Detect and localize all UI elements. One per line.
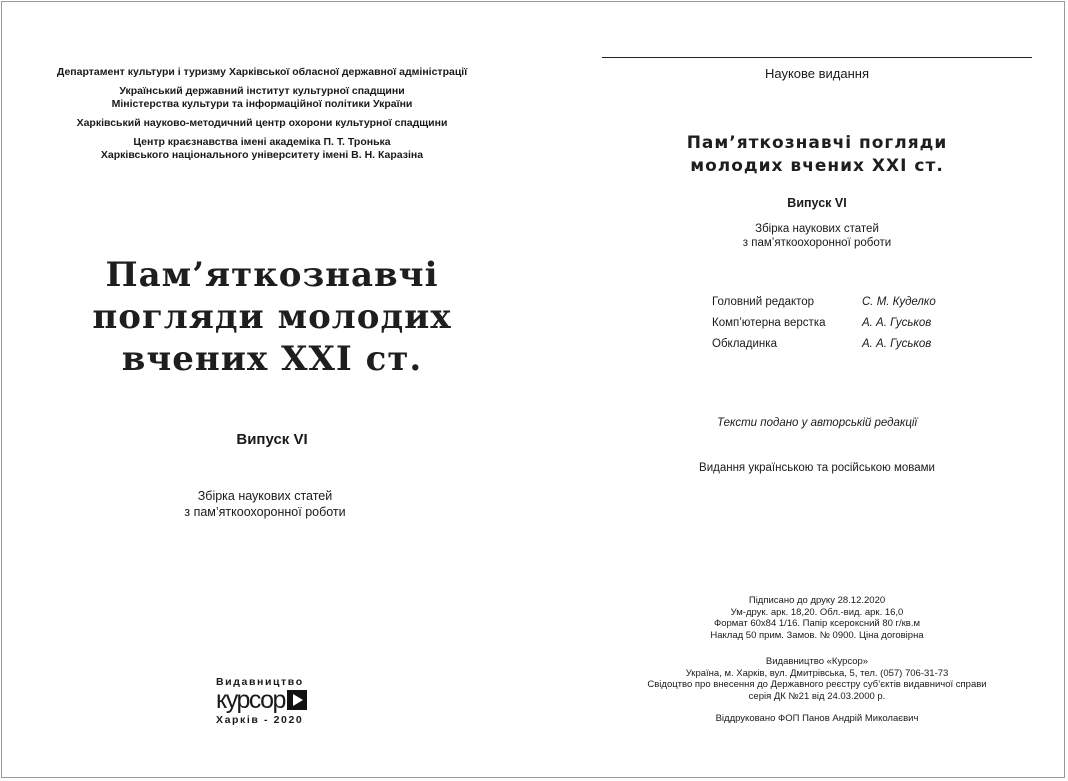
credit-role: Обкладинка (712, 338, 777, 350)
title-line: Пам’яткознавчі погляди (686, 133, 948, 153)
org-line: Український державний інститут культурної спадщини (119, 85, 405, 97)
org-line: Харківський науково-методичний центр охорони культурної спадщини (76, 117, 448, 129)
credit-role: Комп’ютерна верстка (712, 317, 826, 329)
credit-name: А. А. Гуськов (862, 317, 932, 329)
logo-bottom-text: Харків - 2020 (216, 714, 304, 726)
subtitle-line: Збірка наукових статей (755, 223, 879, 235)
publisher-info (602, 656, 1032, 702)
title-page-title (602, 132, 1032, 178)
book-spread (1, 1, 1065, 778)
org-line: Міністерства культури та інформаційної політики України (111, 98, 413, 110)
cover-title (62, 254, 482, 380)
cover-subtitle-line: з пам’яткоохоронної роботи (184, 505, 346, 519)
credit-row (712, 338, 936, 359)
logo-brand-row (216, 687, 316, 713)
print-info-line: Наклад 50 прим. Замов. № 0900. Ціна договірна (710, 629, 924, 641)
print-info-line: Підписано до друку 28.12.2020 (748, 595, 886, 606)
top-rule (602, 57, 1032, 58)
publisher-info-line: Україна, м. Харків, вул. Дмитрівська, 5, тел. (057) 706-31-73 (685, 667, 949, 679)
org-line: Центр краєзнавства імені академіка П. Т. Тронька (133, 136, 391, 148)
cover-title-line: вчених ХХІ ст. (121, 339, 423, 379)
cover-title-line: Пам’яткознавчі (105, 255, 439, 295)
org-group (2, 117, 522, 130)
credit-name: С. М. Куделко (862, 296, 936, 308)
languages-note: Видання українською та російською мовами (699, 462, 935, 474)
play-arrow-icon (287, 690, 307, 710)
credit-role: Головний редактор (712, 296, 815, 308)
subtitle-line: з пам’яткоохоронної роботи (742, 237, 892, 249)
org-line: Харківського національного університету імені В. Н. Каразіна (100, 149, 424, 161)
title-line: молодих вчених ХХІ ст. (690, 156, 944, 176)
cover-subtitle-line: Збірка наукових статей (197, 489, 333, 503)
logo-top-text: Видавництво (216, 676, 304, 688)
publisher-logo (216, 676, 316, 726)
cover-title-line: погляди молодих (92, 297, 452, 337)
credits-block (712, 296, 936, 359)
org-line: Департамент культури і туризму Харківської обласної державної адміністрації (56, 66, 468, 78)
credit-row (712, 296, 936, 317)
print-info-line: Формат 60х84 1/16. Папір ксероксний 80 г/кв.м (713, 618, 921, 630)
publisher-info-line: Свідоцтво про внесення до Державного реєстру суб’єктів видавничої справи (647, 679, 987, 691)
org-group (2, 136, 522, 162)
series-label: Наукове видання (764, 66, 870, 81)
print-info (602, 595, 1032, 641)
publisher-info-line: Видавництво «Курсор» (765, 656, 869, 667)
cover-subtitle (2, 488, 528, 520)
title-page-issue: Випуск VI (787, 196, 847, 210)
print-info-line: Ум-друк. арк. 18,20. Обл.-вид. арк. 16,0 (730, 606, 904, 618)
cover-issue: Випуск VI (236, 431, 308, 448)
credit-row (712, 317, 936, 338)
publisher-info-line: серія ДК №21 від 24.03.2000 р. (748, 690, 886, 702)
logo-brand-text: курсор (216, 686, 285, 714)
org-group (2, 85, 522, 111)
org-group (2, 66, 522, 79)
editorial-note: Тексти подано у авторській редакції (716, 417, 917, 429)
title-page-subtitle (602, 222, 1032, 250)
credit-name: А. А. Гуськов (862, 338, 932, 350)
organizations-block (2, 66, 522, 168)
printed-by: Віддруковано ФОП Панов Андрій Миколаєвич (715, 713, 919, 724)
